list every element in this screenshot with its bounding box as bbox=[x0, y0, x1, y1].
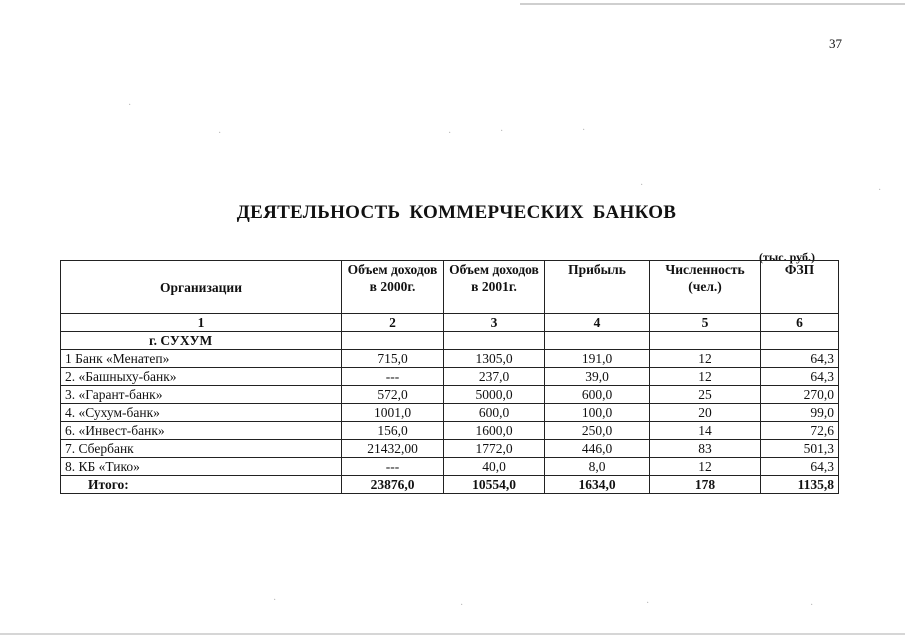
cell-profit: 191,0 bbox=[545, 350, 650, 368]
header-staff: Численность (чел.) bbox=[650, 261, 761, 314]
cell-org: 2. «Башныху-банк» bbox=[61, 368, 342, 386]
cell-income-2000: 1001,0 bbox=[342, 404, 444, 422]
scan-speck: · bbox=[640, 180, 644, 191]
cell-payroll: 501,3 bbox=[761, 440, 839, 458]
cell-payroll: 72,6 bbox=[761, 422, 839, 440]
scan-speck: · bbox=[128, 100, 132, 111]
cell-payroll: 64,3 bbox=[761, 350, 839, 368]
column-number-row bbox=[61, 314, 839, 332]
cell-income-2000: 156,0 bbox=[342, 422, 444, 440]
table-row bbox=[61, 458, 839, 476]
cell-staff: 83 bbox=[650, 440, 761, 458]
cell-org: 4. «Сухум-банк» bbox=[61, 404, 342, 422]
cell-income-2001: 600,0 bbox=[444, 404, 545, 422]
scan-speck: · bbox=[582, 125, 586, 136]
header-profit: Прибыль bbox=[545, 261, 650, 314]
table-row bbox=[61, 350, 839, 368]
scan-speck: · bbox=[460, 600, 464, 611]
cell-income-2000: --- bbox=[342, 458, 444, 476]
table-header-row bbox=[61, 261, 839, 314]
cell-staff: 20 bbox=[650, 404, 761, 422]
scan-speck: · bbox=[273, 595, 277, 606]
scan-speck: · bbox=[448, 128, 452, 139]
cell-staff: 25 bbox=[650, 386, 761, 404]
cell-payroll: 270,0 bbox=[761, 386, 839, 404]
scan-edge-top bbox=[520, 3, 905, 5]
cell-income-2001: 1772,0 bbox=[444, 440, 545, 458]
table-row bbox=[61, 368, 839, 386]
total-profit: 1634,0 bbox=[545, 476, 650, 494]
total-staff: 178 bbox=[650, 476, 761, 494]
page-number: 37 bbox=[829, 36, 842, 51]
cell-income-2000: 572,0 bbox=[342, 386, 444, 404]
column-number: 1 bbox=[61, 314, 342, 332]
empty-cell bbox=[761, 332, 839, 350]
units-note: (тыс. руб.) bbox=[759, 250, 815, 264]
total-payroll: 1135,8 bbox=[761, 476, 839, 494]
column-number: 6 bbox=[761, 314, 839, 332]
table-row bbox=[61, 404, 839, 422]
total-income-2001: 10554,0 bbox=[444, 476, 545, 494]
scan-speck: · bbox=[810, 600, 814, 611]
cell-income-2000: 21432,00 bbox=[342, 440, 444, 458]
cell-payroll: 99,0 bbox=[761, 404, 839, 422]
empty-cell bbox=[545, 332, 650, 350]
cell-staff: 14 bbox=[650, 422, 761, 440]
header-income-2000: Объем доходов в 2000г. bbox=[342, 261, 444, 314]
cell-payroll: 64,3 bbox=[761, 458, 839, 476]
cell-org: 3. «Гарант-банк» bbox=[61, 386, 342, 404]
cell-profit: 39,0 bbox=[545, 368, 650, 386]
empty-cell bbox=[342, 332, 444, 350]
total-row bbox=[61, 476, 839, 494]
cell-profit: 446,0 bbox=[545, 440, 650, 458]
column-number: 5 bbox=[650, 314, 761, 332]
cell-income-2001: 5000,0 bbox=[444, 386, 545, 404]
table-row bbox=[61, 422, 839, 440]
scan-speck: · bbox=[646, 598, 650, 609]
cell-profit: 8,0 bbox=[545, 458, 650, 476]
banks-table bbox=[60, 260, 839, 494]
cell-income-2000: --- bbox=[342, 368, 444, 386]
cell-profit: 250,0 bbox=[545, 422, 650, 440]
scan-speck: · bbox=[500, 126, 504, 137]
cell-org: 8. КБ «Тико» bbox=[61, 458, 342, 476]
cell-income-2001: 237,0 bbox=[444, 368, 545, 386]
page-title: ДЕЯТЕЛЬНОСТЬ КОММЕРЧЕСКИХ БАНКОВ bbox=[236, 202, 677, 223]
empty-cell bbox=[444, 332, 545, 350]
cell-staff: 12 bbox=[650, 350, 761, 368]
cell-income-2001: 1600,0 bbox=[444, 422, 545, 440]
cell-income-2000: 715,0 bbox=[342, 350, 444, 368]
total-income-2000: 23876,0 bbox=[342, 476, 444, 494]
cell-org: 1 Банк «Менатеп» bbox=[61, 350, 342, 368]
cell-profit: 600,0 bbox=[545, 386, 650, 404]
table-row bbox=[61, 440, 839, 458]
cell-staff: 12 bbox=[650, 368, 761, 386]
cell-payroll: 64,3 bbox=[761, 368, 839, 386]
cell-income-2001: 1305,0 bbox=[444, 350, 545, 368]
empty-cell bbox=[650, 332, 761, 350]
cell-org: 6. «Инвест-банк» bbox=[61, 422, 342, 440]
cell-org: 7. Сбербанк bbox=[61, 440, 342, 458]
column-number: 3 bbox=[444, 314, 545, 332]
city-name: г. СУХУМ bbox=[61, 332, 342, 350]
header-payroll: ФЗП bbox=[761, 261, 839, 314]
scan-speck: · bbox=[218, 128, 222, 139]
column-number: 4 bbox=[545, 314, 650, 332]
column-number: 2 bbox=[342, 314, 444, 332]
total-label: Итого: bbox=[61, 476, 342, 494]
header-income-2001: Объем доходов в 2001г. bbox=[444, 261, 545, 314]
city-row bbox=[61, 332, 839, 350]
table-row bbox=[61, 386, 839, 404]
cell-staff: 12 bbox=[650, 458, 761, 476]
scan-speck: · bbox=[878, 185, 882, 196]
cell-profit: 100,0 bbox=[545, 404, 650, 422]
cell-income-2001: 40,0 bbox=[444, 458, 545, 476]
header-org: Организации bbox=[61, 261, 342, 314]
scan-edge-bottom bbox=[0, 633, 905, 635]
